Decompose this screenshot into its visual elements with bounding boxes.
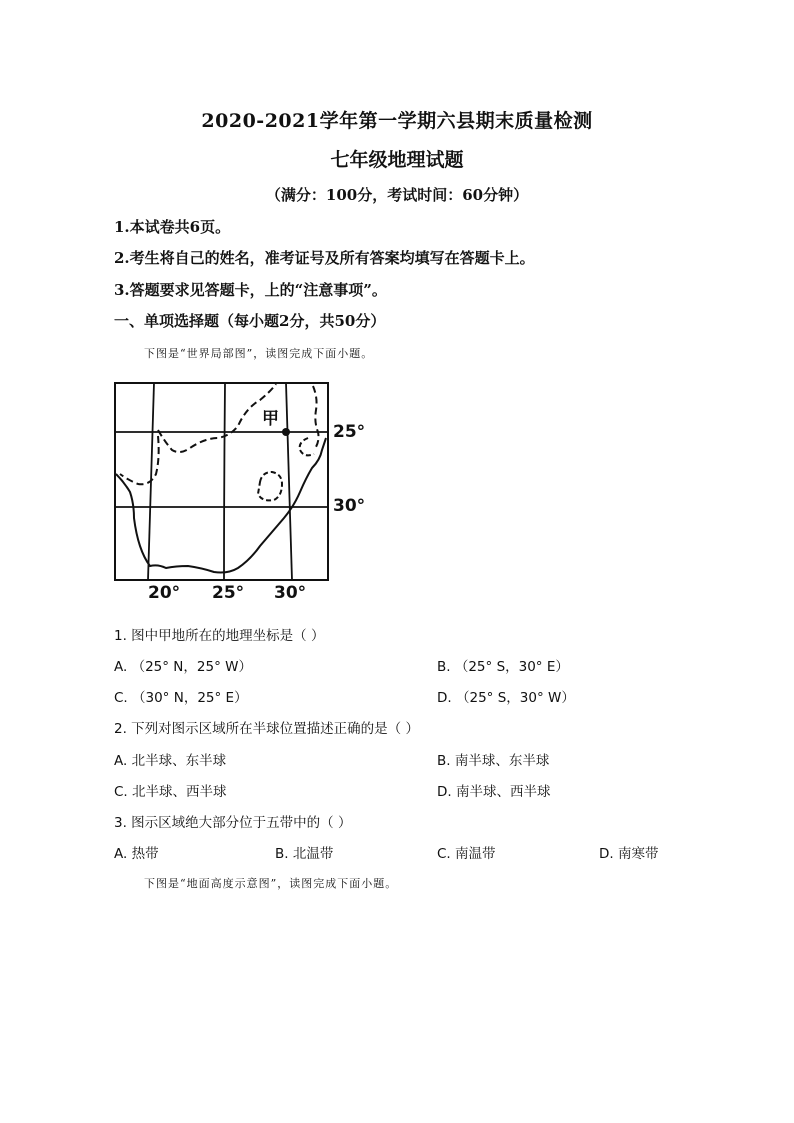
exam-subtitle: 七年级地理试题 <box>330 149 464 171</box>
question-1-option-d: D. （25° S，30° W） <box>437 690 575 706</box>
intro-text-1: 下图是“世界局部图”，读图完成下面小题。 <box>144 347 374 360</box>
lat-label-25: 25° <box>333 422 366 442</box>
note-2: 2.考生将自己的姓名，准考证号及所有答案均填写在答题卡上。 <box>114 249 535 267</box>
question-3-option-b: B. 北温带 <box>275 846 334 862</box>
map-label-jia: 甲 <box>262 409 279 429</box>
intro-text-2: 下图是“地面高度示意图”，读图完成下面小题。 <box>144 877 398 890</box>
longitude-line-30 <box>286 383 292 580</box>
note-3: 3.答题要求见答题卡，上的“注意事项”。 <box>114 281 387 299</box>
question-3-option-a: A. 热带 <box>114 846 159 862</box>
location-point-jia <box>282 428 290 436</box>
world-partial-map <box>110 378 380 608</box>
question-3-stem: 3. 图示区域绝大部分位于五带中的（ ） <box>114 815 352 831</box>
question-2-option-d: D. 南半球、西半球 <box>437 784 551 800</box>
question-1-option-c: C. （30° N，25° E） <box>114 690 248 706</box>
question-1-option-a: A. （25° N，25° W） <box>114 659 252 675</box>
question-2-option-b: B. 南半球、东半球 <box>437 753 550 769</box>
border-enclave-east <box>300 438 314 455</box>
border-line-north <box>158 384 276 452</box>
section-title: 一、单项选择题（每小题2分，共50分） <box>114 312 386 330</box>
lon-label-30: 30° <box>274 583 307 603</box>
longitude-line-25 <box>224 383 225 580</box>
question-2-stem: 2. 下列对图示区域所在半球位置描述正确的是（ ） <box>114 721 419 737</box>
lon-label-25: 25° <box>212 583 245 603</box>
question-3-option-d: D. 南寒带 <box>599 846 659 862</box>
question-2-option-a: A. 北半球、东半球 <box>114 753 227 769</box>
question-1-stem: 1. 图中甲地所在的地理坐标是（ ） <box>114 628 325 644</box>
border-enclave <box>258 472 282 500</box>
coastline <box>116 438 326 573</box>
exam-info: （满分：100分，考试时间：60分钟） <box>265 186 529 204</box>
question-1-option-b: B. （25° S，30° E） <box>437 659 569 675</box>
border-line-east <box>313 386 319 450</box>
question-3-option-c: C. 南温带 <box>437 846 496 862</box>
lon-label-20: 20° <box>148 583 181 603</box>
exam-title: 2020-2021学年第一学期六县期末质量检测 <box>201 110 593 132</box>
map-frame <box>115 383 328 580</box>
question-2-option-c: C. 北半球、西半球 <box>114 784 227 800</box>
note-1: 1.本试卷共6页。 <box>114 218 231 236</box>
lat-label-30: 30° <box>333 496 366 516</box>
